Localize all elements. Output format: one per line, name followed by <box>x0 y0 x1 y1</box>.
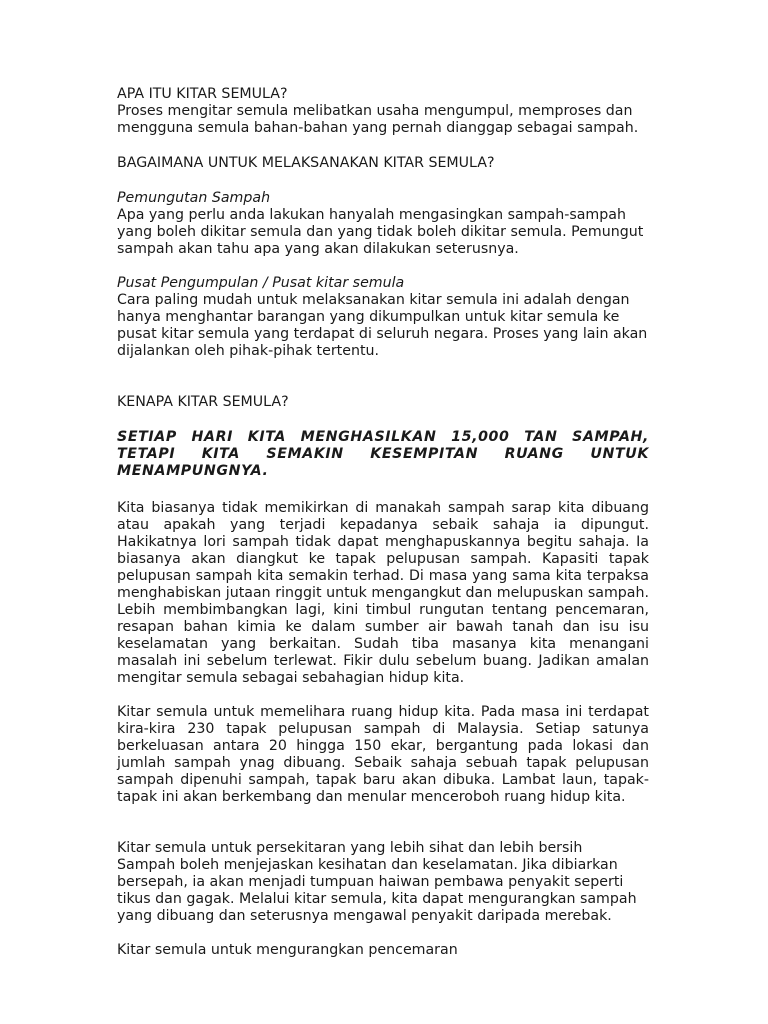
subheading-collection-centre: Pusat Pengumpulan / Pusat kitar semula <box>117 275 405 291</box>
section-heading-what-is-recycling: APA ITU KITAR SEMULA? <box>117 86 288 102</box>
spacer <box>117 480 649 500</box>
paragraph-waste-collection: Apa yang perlu anda lakukan hanyalah mengasingkan sampah-sampah yang boleh dikitar semula dan yang tidak boleh dikitar semula. Pemungut sampah akan tahu apa yang akan dilakukan seterusnya. <box>117 207 644 257</box>
paragraph-living-space: Kitar semula untuk memelihara ruang hidup kita. Pada masa ini terdapat kira-kira 230 tapak pelupusan sampah di Malaysia. Setiap satunya berkeluasan antara 20 hingga 150 ekar, bergantung pada lokasi dan jumlah sampah ynag dibuang. Sebaik sahaja sebuah tapak pelupusan sampah dipenuhi sampah, tapak baru akan dibuka. Lambat laun, tapak-tapak ini akan berkembang dan menular menceroboh ruang hidup kita. <box>117 704 649 805</box>
spacer <box>117 137 649 155</box>
subheading-reduce-pollution: Kitar semula untuk mengurangkan pencemaran <box>117 942 458 958</box>
spacer <box>117 172 649 190</box>
paragraph-healthier-environment: Sampah boleh menjejaskan kesihatan dan keselamatan. Jika dibiarkan bersepah, ia akan menjadi tumpuan haiwan pembawa penyakit seperti tikus dan gagak. Melalui kitar semula, kita dapat mengurangkan sampah yang dibuang dan seterusnya mengawal penyakit daripada merebak. <box>117 857 637 924</box>
spacer <box>117 687 649 704</box>
spacer <box>117 258 649 275</box>
paragraph-collection-centre: Cara paling mudah untuk melaksanakan kitar semula ini adalah dengan hanya menghantar barangan yang dikumpulkan untuk kitar semula ke pusat kitar semula yang terdapat di seluruh negara. Proses yang lain akan dijalankan oleh pihak-pihak tertentu. <box>117 292 648 359</box>
spacer <box>117 411 649 429</box>
subheading-healthier-environment: Kitar semula untuk persekitaran yang lebih sihat dan lebih bersih <box>117 840 583 856</box>
spacer <box>117 806 649 840</box>
spacer <box>117 360 649 394</box>
document-page <box>117 86 649 959</box>
subheading-waste-collection: Pemungutan Sampah <box>117 190 271 206</box>
paragraph-landfill-problem: Kita biasanya tidak memikirkan di manakah sampah sarap kita dibuang atau apakah yang terjadi kepadanya sebaik sahaja ia dipungut. Hakikatnya lori sampah tidak dapat menghapuskannya begitu sahaja. Ia biasanya akan diangkut ke tapak pelupusan sampah. Kapasiti tapak pelupusan sampah kita semakin terhad. Di masa yang sama kita terpaksa menghabiskan jutaan ringgit untuk mengangkut dan melupuskan sampah. Lebih membimbangkan lagi, kini timbul rungutan tentang pencemaran, resapan bahan kimia ke dalam sumber air bawah tanah dan isu isu keselamatan yang berkaitan. Sudah tiba masanya kita menangani masalah ini sebelum terlewat. Fikir dulu sebelum buang. Jadikan amalan mengitar semula sebagai sebahagian hidup kita. <box>117 500 649 686</box>
section-heading-how-to-recycle: BAGAIMANA UNTUK MELAKSANAKAN KITAR SEMULA? <box>117 155 495 171</box>
paragraph-definition: Proses mengitar semula melibatkan usaha mengumpul, memproses dan mengguna semula bahan-bahan yang pernah dianggap sebagai sampah. <box>117 103 639 136</box>
section-heading-why-recycle: KENAPA KITAR SEMULA? <box>117 394 289 410</box>
emphasis-statement: SETIAP HARI KITA MENGHASILKAN 15,000 TAN SAMPAH, TETAPI KITA SEMAKIN KESEMPITAN RUANG UNTUK MENAMPUNGNYA. <box>117 429 649 479</box>
spacer <box>117 925 649 942</box>
